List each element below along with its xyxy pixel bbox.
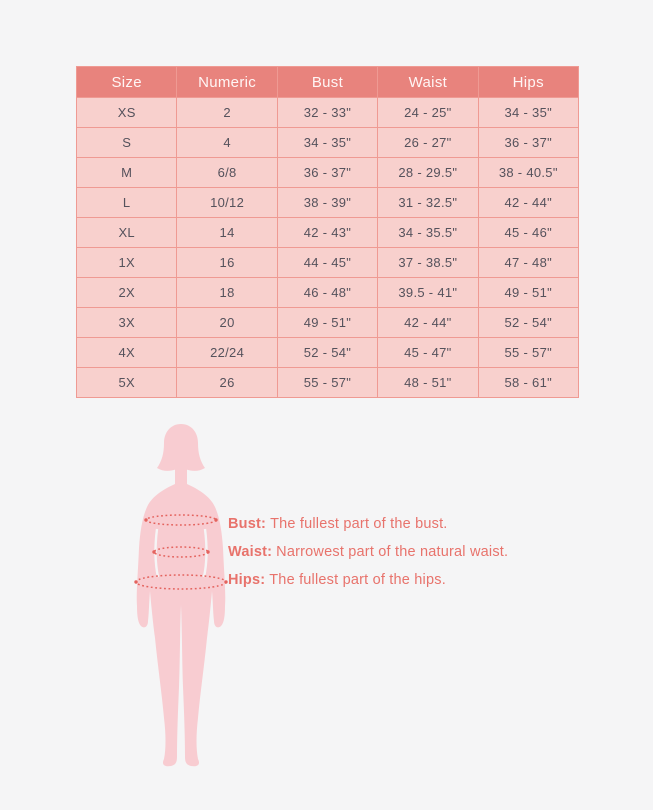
table-cell: 42 - 43": [277, 218, 377, 248]
column-header: Hips: [478, 67, 578, 98]
table-cell: 58 - 61": [478, 368, 578, 398]
table-cell: 10/12: [177, 188, 277, 218]
table-cell: 36 - 37": [277, 158, 377, 188]
table-cell: 45 - 47": [378, 338, 478, 368]
table-cell: 20: [177, 308, 277, 338]
table-cell: 1X: [77, 248, 177, 278]
waist-line-end-right: [206, 550, 209, 553]
size-chart-header: [77, 67, 579, 98]
table-row: [77, 248, 579, 278]
column-header: Numeric: [177, 67, 277, 98]
body-silhouette-figure: [131, 423, 231, 768]
table-cell: 26 - 27": [378, 128, 478, 158]
table-row: [77, 338, 579, 368]
table-cell: 3X: [77, 308, 177, 338]
legend-bust-text: The fullest part of the bust.: [270, 516, 448, 532]
table-cell: 18: [177, 278, 277, 308]
table-cell: 49 - 51": [277, 308, 377, 338]
table-cell: 28 - 29.5": [378, 158, 478, 188]
waist-line-end-left: [152, 550, 155, 553]
table-cell: S: [77, 128, 177, 158]
legend-bust: [228, 510, 508, 538]
table-cell: 37 - 38.5": [378, 248, 478, 278]
table-cell: 4X: [77, 338, 177, 368]
table-cell: 34 - 35.5": [378, 218, 478, 248]
bust-line-end-right: [214, 518, 217, 521]
table-cell: 49 - 51": [478, 278, 578, 308]
table-cell: XL: [77, 218, 177, 248]
measurement-legend: [228, 510, 508, 594]
table-cell: 46 - 48": [277, 278, 377, 308]
table-cell: 42 - 44": [378, 308, 478, 338]
legend-hips-label: Hips:: [228, 572, 266, 588]
table-cell: XS: [77, 98, 177, 128]
table-cell: 6/8: [177, 158, 277, 188]
table-row: [77, 278, 579, 308]
table-cell: 55 - 57": [478, 338, 578, 368]
legend-waist-text: Narrowest part of the natural waist.: [276, 544, 509, 560]
table-cell: L: [77, 188, 177, 218]
table-cell: 47 - 48": [478, 248, 578, 278]
legend-hips: [228, 566, 508, 594]
table-cell: 24 - 25": [378, 98, 478, 128]
table-cell: 34 - 35": [277, 128, 377, 158]
table-cell: 36 - 37": [478, 128, 578, 158]
table-row: [77, 308, 579, 338]
table-cell: 55 - 57": [277, 368, 377, 398]
table-cell: 45 - 46": [478, 218, 578, 248]
table-cell: 2: [177, 98, 277, 128]
column-header: Size: [77, 67, 177, 98]
table-cell: 39.5 - 41": [378, 278, 478, 308]
table-cell: 4: [177, 128, 277, 158]
table-cell: 5X: [77, 368, 177, 398]
hips-line-end-left: [134, 580, 137, 583]
table-cell: 26: [177, 368, 277, 398]
table-cell: 14: [177, 218, 277, 248]
legend-waist-label: Waist:: [228, 544, 273, 560]
table-cell: 31 - 32.5": [378, 188, 478, 218]
table-cell: 16: [177, 248, 277, 278]
table-row: [77, 218, 579, 248]
table-row: [77, 188, 579, 218]
table-cell: 22/24: [177, 338, 277, 368]
table-row: [77, 128, 579, 158]
legend-waist: [228, 538, 508, 566]
table-cell: 52 - 54": [277, 338, 377, 368]
size-chart-section: [76, 66, 579, 398]
legend-bust-label: Bust:: [228, 516, 267, 532]
table-cell: M: [77, 158, 177, 188]
table-cell: 2X: [77, 278, 177, 308]
column-header: Bust: [277, 67, 377, 98]
table-cell: 52 - 54": [478, 308, 578, 338]
table-row: [77, 158, 579, 188]
table-cell: 32 - 33": [277, 98, 377, 128]
bust-line-end-left: [144, 518, 147, 521]
size-chart-table: [76, 66, 579, 398]
table-cell: 34 - 35": [478, 98, 578, 128]
table-row: [77, 368, 579, 398]
legend-hips-text: The fullest part of the hips.: [269, 572, 446, 588]
table-row: [77, 98, 579, 128]
size-chart-body: [77, 98, 579, 398]
table-cell: 48 - 51": [378, 368, 478, 398]
table-cell: 44 - 45": [277, 248, 377, 278]
table-cell: 42 - 44": [478, 188, 578, 218]
silhouette-body: [137, 463, 226, 766]
table-cell: 38 - 39": [277, 188, 377, 218]
table-cell: 38 - 40.5": [478, 158, 578, 188]
column-header: Waist: [378, 67, 478, 98]
